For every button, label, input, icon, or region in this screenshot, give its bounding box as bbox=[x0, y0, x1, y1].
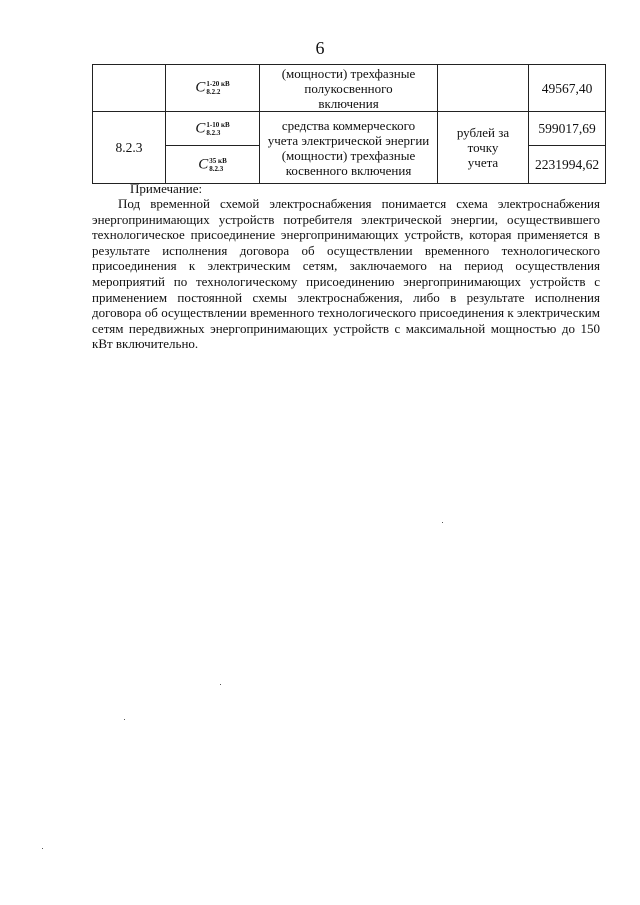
tariff-symbol: C 1-10 кВ 8.2.3 bbox=[195, 120, 230, 137]
note-text: Под временной схемой электроснабжения понимается схема электроснабжения энергопринимающих устройств потребителя электрической энергии, осуществившего технологическое присоединение энергопринимающих устройств, которая применяется в результате исполнения договора об осуществлении временного технологического присоединения к электрическим сетям, заключаемого на период осуществления мероприятий по технологическому присоединению энергопринимающих устройств с применением постоянной схемы электроснабжения, либо в результате исполнения договора об осуществлении временного технологического присоединения к электрическим сетям передвижных энергопринимающих устройств с максимальной мощностью до 150 кВт включительно. bbox=[92, 196, 600, 352]
table-row bbox=[93, 112, 606, 146]
value-cell: 2231994,62 bbox=[529, 146, 606, 184]
scan-speck bbox=[442, 522, 443, 523]
row-number-cell: 8.2.3 bbox=[93, 112, 166, 184]
scan-speck bbox=[42, 848, 43, 849]
page-number: 6 bbox=[315, 38, 325, 58]
description-cell: (мощности) трехфазные полукосвенного включения bbox=[260, 65, 438, 112]
note-title: Примечание: bbox=[130, 181, 203, 196]
scan-speck bbox=[124, 719, 125, 720]
tariff-symbol-cell bbox=[166, 65, 260, 112]
tariff-symbol-cell bbox=[166, 146, 260, 184]
description-cell: средства коммерческого учета электрической энергии (мощности) трехфазные косвенного включения bbox=[260, 112, 438, 184]
unit-cell bbox=[438, 65, 529, 112]
tariff-table bbox=[92, 64, 606, 184]
scan-speck bbox=[220, 684, 221, 685]
tariff-symbol-cell bbox=[166, 112, 260, 146]
table-row bbox=[93, 65, 606, 112]
tariff-symbol: C 35 кВ 8.2.3 bbox=[198, 156, 227, 173]
value-cell: 599017,69 bbox=[529, 112, 606, 146]
row-number-cell bbox=[93, 65, 166, 112]
value-cell: 49567,40 bbox=[529, 65, 606, 112]
unit-cell: рублей за точку учета bbox=[438, 112, 529, 184]
tariff-symbol: C 1-20 кВ 8.2.2 bbox=[195, 79, 230, 97]
